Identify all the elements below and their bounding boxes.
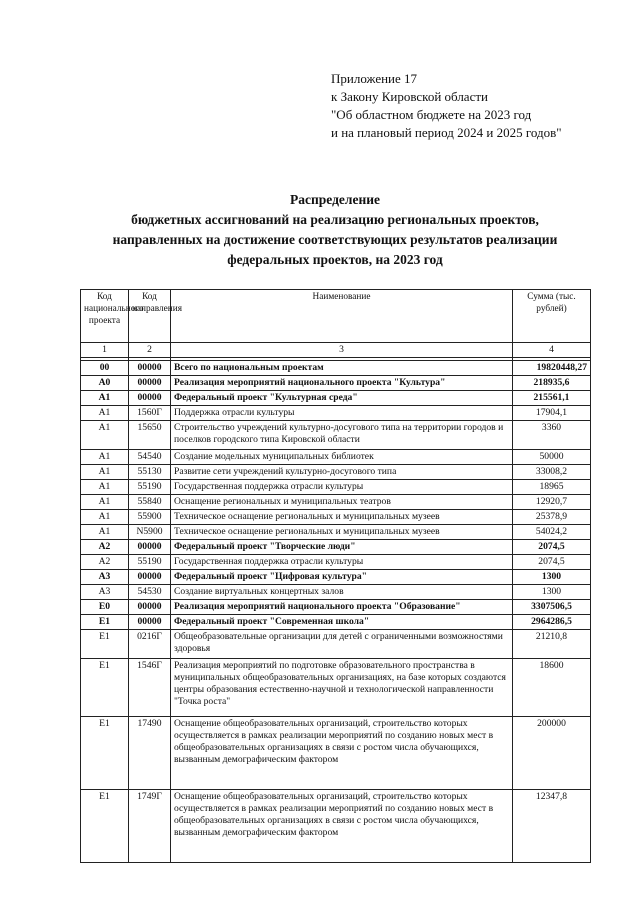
national-project-code: Е1 bbox=[81, 615, 129, 630]
national-project-code: Е1 bbox=[81, 659, 129, 717]
row-sum: 21210,8 bbox=[513, 630, 591, 659]
national-project-code: Е1 bbox=[81, 790, 129, 863]
appendix-line-4: и на плановый период 2024 и 2025 годов" bbox=[331, 125, 562, 140]
title-line-3: направленных на достижение соответствующих результатов реализации bbox=[112, 232, 558, 247]
table-row bbox=[81, 600, 591, 615]
row-sum: 18965 bbox=[513, 480, 591, 495]
national-project-code: 00 bbox=[81, 361, 129, 376]
direction-code: 1749Г bbox=[129, 790, 171, 863]
row-sum: 200000 bbox=[513, 717, 591, 790]
row-name: Создание модельных муниципальных библиотек bbox=[171, 450, 513, 465]
column-number: 1 bbox=[81, 343, 129, 358]
row-name: Федеральный проект "Цифровая культура" bbox=[171, 570, 513, 585]
national-project-code: А2 bbox=[81, 555, 129, 570]
table-row bbox=[81, 615, 591, 630]
row-name: Реализация мероприятий по подготовке образовательного пространства в муниципальных общеобразовательных организациях, на базе которых создаются центры образования естественно-научной и технологической направленности "Точка роста" bbox=[171, 659, 513, 717]
table-row bbox=[81, 510, 591, 525]
row-sum: 33008,2 bbox=[513, 465, 591, 480]
direction-code: 54540 bbox=[129, 450, 171, 465]
column-number: 4 bbox=[513, 343, 591, 358]
appendix-note bbox=[331, 70, 562, 142]
direction-code: 55840 bbox=[129, 495, 171, 510]
header-direction-code: Код направления bbox=[129, 290, 171, 343]
row-sum: 3307506,5 bbox=[513, 600, 591, 615]
direction-code: 00000 bbox=[129, 600, 171, 615]
direction-code: 0216Г bbox=[129, 630, 171, 659]
row-name: Развитие сети учреждений культурно-досугового типа bbox=[171, 465, 513, 480]
row-sum: 17904,1 bbox=[513, 406, 591, 421]
national-project-code: А1 bbox=[81, 510, 129, 525]
row-sum: 1300 bbox=[513, 585, 591, 600]
document-title bbox=[80, 190, 590, 270]
row-sum: 50000 bbox=[513, 450, 591, 465]
table-row bbox=[81, 630, 591, 659]
row-name: Федеральный проект "Культурная среда" bbox=[171, 391, 513, 406]
table-row bbox=[81, 585, 591, 600]
national-project-code: Е1 bbox=[81, 717, 129, 790]
row-sum: 12347,8 bbox=[513, 790, 591, 863]
row-sum: 54024,2 bbox=[513, 525, 591, 540]
table-row bbox=[81, 465, 591, 480]
table-row bbox=[81, 421, 591, 450]
national-project-code: Е1 bbox=[81, 630, 129, 659]
title-line-1: Распределение bbox=[289, 192, 381, 207]
national-project-code: А3 bbox=[81, 585, 129, 600]
national-project-code: А0 bbox=[81, 376, 129, 391]
appendix-line-1: Приложение 17 bbox=[331, 71, 418, 86]
appendix-line-2: к Закону Кировской области bbox=[331, 89, 488, 104]
table-row bbox=[81, 376, 591, 391]
national-project-code: А1 bbox=[81, 450, 129, 465]
row-name: Федеральный проект "Современная школа" bbox=[171, 615, 513, 630]
national-project-code: А3 bbox=[81, 570, 129, 585]
header-sum: Сумма (тыс. рублей) bbox=[513, 290, 591, 343]
row-name: Оснащение общеобразовательных организаций, строительство которых осуществляется в рамках реализации мероприятий по созданию новых мест в общеобразовательных организациях в связи с ростом числа обучающихся, вызванным демографическим фактором bbox=[171, 717, 513, 790]
table-row bbox=[81, 790, 591, 863]
header-name: Наименование bbox=[171, 290, 513, 343]
table-row bbox=[81, 406, 591, 421]
row-sum: 25378,9 bbox=[513, 510, 591, 525]
column-number-row bbox=[81, 343, 591, 358]
row-name: Строительство учреждений культурно-досугового типа на территории городов и поселков городского типа Кировской области bbox=[171, 421, 513, 450]
national-project-code: А1 bbox=[81, 495, 129, 510]
row-sum: 2074,5 bbox=[513, 540, 591, 555]
table-header-row bbox=[81, 290, 591, 343]
direction-code: 55900 bbox=[129, 510, 171, 525]
table-row bbox=[81, 450, 591, 465]
table-row bbox=[81, 480, 591, 495]
direction-code: 00000 bbox=[129, 391, 171, 406]
direction-code: 00000 bbox=[129, 615, 171, 630]
national-project-code: А1 bbox=[81, 391, 129, 406]
national-project-code: А2 bbox=[81, 540, 129, 555]
row-name: Государственная поддержка отрасли культуры bbox=[171, 555, 513, 570]
row-sum: 12920,7 bbox=[513, 495, 591, 510]
national-project-code: А1 bbox=[81, 406, 129, 421]
row-name: Оснащение общеобразовательных организаций, строительство которых осуществляется в рамках реализации мероприятий по созданию новых мест в общеобразовательных организациях в связи с ростом числа обучающихся, вызванным демографическим фактором bbox=[171, 790, 513, 863]
table-row bbox=[81, 717, 591, 790]
national-project-code: А1 bbox=[81, 421, 129, 450]
row-sum: 2964286,5 bbox=[513, 615, 591, 630]
table-row bbox=[81, 570, 591, 585]
direction-code: N5900 bbox=[129, 525, 171, 540]
row-name: Техническое оснащение региональных и муниципальных музеев bbox=[171, 525, 513, 540]
row-name: Реализация мероприятий национального проекта "Образование" bbox=[171, 600, 513, 615]
direction-code: 00000 bbox=[129, 361, 171, 376]
table-row bbox=[81, 391, 591, 406]
national-project-code: Е0 bbox=[81, 600, 129, 615]
direction-code: 1560Г bbox=[129, 406, 171, 421]
appendix-line-3: "Об областном бюджете на 2023 год bbox=[331, 107, 532, 122]
direction-code: 55190 bbox=[129, 555, 171, 570]
row-sum: 1300 bbox=[513, 570, 591, 585]
national-project-code: А1 bbox=[81, 525, 129, 540]
direction-code: 00000 bbox=[129, 540, 171, 555]
direction-code: 00000 bbox=[129, 570, 171, 585]
row-sum: 19820448,27 bbox=[513, 361, 591, 376]
row-sum: 18600 bbox=[513, 659, 591, 717]
row-name: Техническое оснащение региональных и муниципальных музеев bbox=[171, 510, 513, 525]
direction-code: 15650 bbox=[129, 421, 171, 450]
direction-code: 55130 bbox=[129, 465, 171, 480]
table-row bbox=[81, 555, 591, 570]
row-name: Всего по национальным проектам bbox=[171, 361, 513, 376]
row-name: Реализация мероприятий национального проекта "Культура" bbox=[171, 376, 513, 391]
row-name: Поддержка отрасли культуры bbox=[171, 406, 513, 421]
allocation-table bbox=[80, 289, 591, 863]
row-sum: 218935,6 bbox=[513, 376, 591, 391]
row-name: Создание виртуальных концертных залов bbox=[171, 585, 513, 600]
national-project-code: А1 bbox=[81, 465, 129, 480]
direction-code: 54530 bbox=[129, 585, 171, 600]
row-name: Общеобразовательные организации для детей с ограниченными возможностями здоровья bbox=[171, 630, 513, 659]
national-project-code: А1 bbox=[81, 480, 129, 495]
table-row bbox=[81, 540, 591, 555]
direction-code: 55190 bbox=[129, 480, 171, 495]
column-number: 2 bbox=[129, 343, 171, 358]
row-name: Оснащение региональных и муниципальных театров bbox=[171, 495, 513, 510]
direction-code: 00000 bbox=[129, 376, 171, 391]
table-row bbox=[81, 659, 591, 717]
row-sum: 2074,5 bbox=[513, 555, 591, 570]
direction-code: 17490 bbox=[129, 717, 171, 790]
table-row bbox=[81, 361, 591, 376]
column-number: 3 bbox=[171, 343, 513, 358]
row-sum: 3360 bbox=[513, 421, 591, 450]
row-name: Федеральный проект "Творческие люди" bbox=[171, 540, 513, 555]
title-line-2: бюджетных ассигнований на реализацию региональных проектов, bbox=[131, 212, 539, 227]
row-name: Государственная поддержка отрасли культуры bbox=[171, 480, 513, 495]
row-sum: 215561,1 bbox=[513, 391, 591, 406]
direction-code: 1546Г bbox=[129, 659, 171, 717]
table-row bbox=[81, 495, 591, 510]
header-national-project-code: Код национального проекта bbox=[81, 290, 129, 343]
title-line-4: федеральных проектов, на 2023 год bbox=[227, 252, 443, 267]
table-row bbox=[81, 525, 591, 540]
